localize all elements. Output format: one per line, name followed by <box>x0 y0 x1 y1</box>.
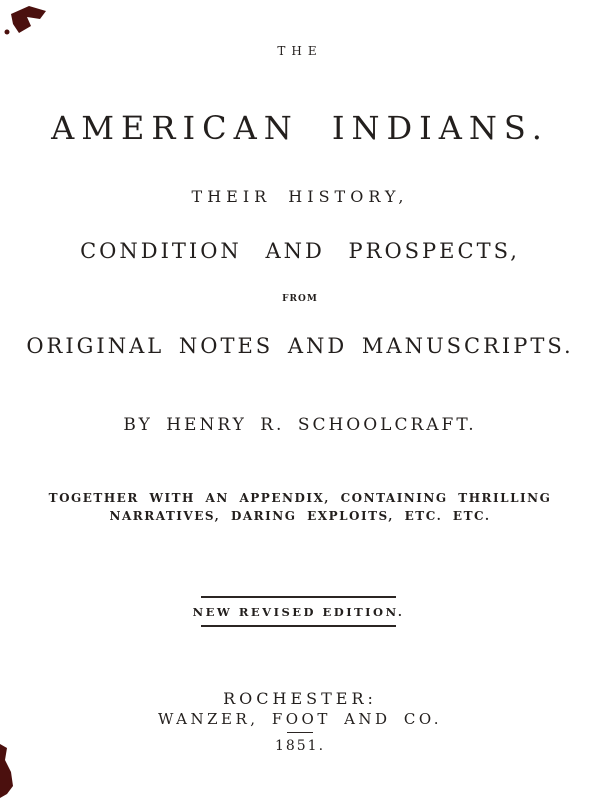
imprint-publisher: WANZER, FOOT AND CO. <box>157 710 443 728</box>
subtitle-line-3: ORIGINAL NOTES AND MANUSCRIPTS. <box>26 334 574 358</box>
imprint-divider <box>287 732 313 733</box>
imprint-year: 1851. <box>274 738 326 754</box>
author-byline: BY HENRY R. SCHOOLCRAFT. <box>123 415 477 435</box>
subtitle-line-1: THEIR HISTORY, <box>191 187 409 206</box>
edition-notice <box>192 596 405 627</box>
subtitle-connector: FROM <box>282 294 318 304</box>
scan-stain-top-left <box>3 2 53 42</box>
appendix-note-line-1: TOGETHER WITH AN APPENDIX, CONTAINING THRILLING <box>48 491 552 505</box>
subtitle-line-2: CONDITION AND PROSPECTS, <box>80 239 520 263</box>
edition-label: NEW REVISED EDITION. <box>192 604 405 619</box>
imprint-city: ROCHESTER: <box>223 689 377 708</box>
half-title: THE <box>277 44 323 58</box>
appendix-note-line-2: NARRATIVES, DARING EXPLOITS, ETC. ETC. <box>109 509 491 523</box>
book-title: AMERICAN INDIANS. <box>51 109 549 147</box>
